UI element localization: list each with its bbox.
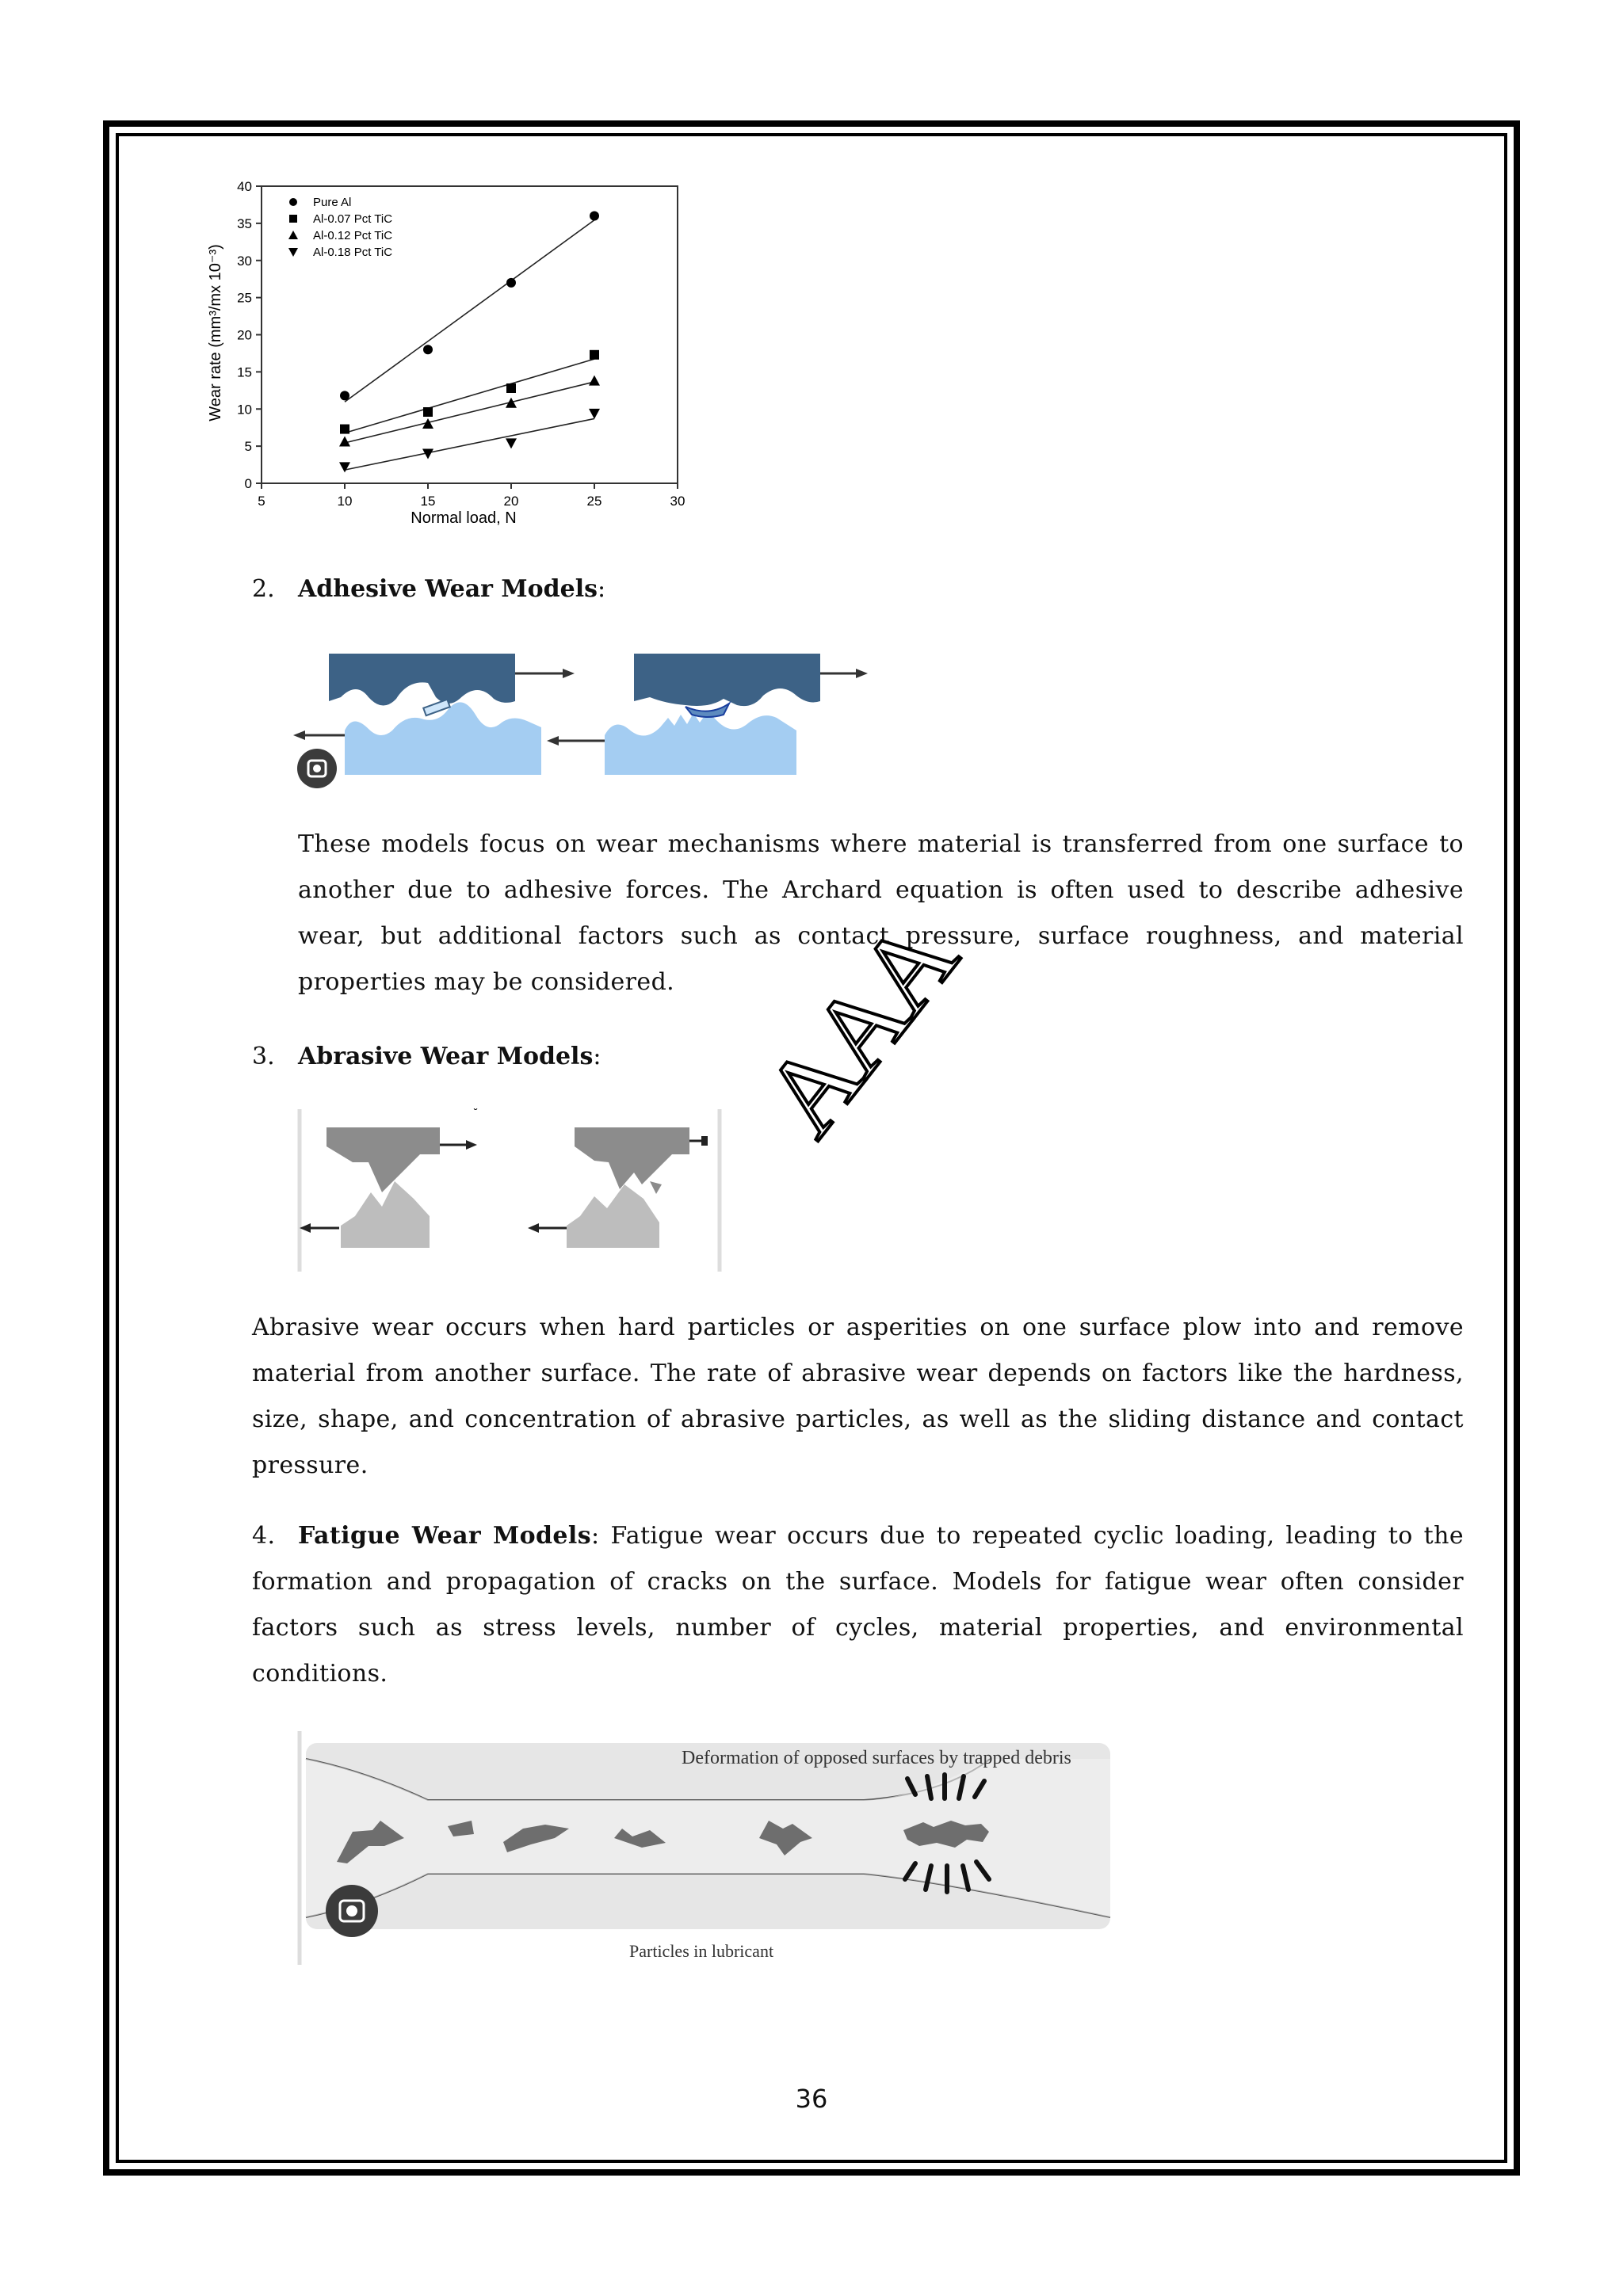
debris-figure [293, 1727, 1117, 1973]
heading-suffix: : [598, 575, 606, 603]
page-number: 36 [795, 2084, 828, 2114]
arrowhead [856, 669, 868, 678]
adhesive-lower-block-left [345, 702, 541, 775]
abrasive-wear-figure [293, 1105, 737, 1276]
heading-title: Adhesive Wear Models [298, 575, 598, 603]
x-tick-label: 15 [420, 494, 436, 509]
adhesive-upper-block-left [329, 654, 515, 706]
y-tick-label: 25 [237, 290, 252, 306]
data-point [506, 438, 517, 448]
legend-marker [289, 198, 297, 206]
legend-marker [289, 215, 297, 223]
data-point [589, 376, 600, 386]
y-tick-label: 20 [237, 327, 252, 343]
legend-label: Al-0.07 Pct TiC [313, 212, 393, 226]
fit-line [345, 382, 594, 443]
debris-caption-top: Deformation of opposed surfaces by trapped debris [682, 1748, 1071, 1768]
heading-adhesive [252, 566, 605, 612]
mark: ˘ [474, 1106, 478, 1119]
adhesive-paragraph: These models focus on wear mechanisms where material is transferred from one surface to another due to adhesive forces. The Archard equation is often used to describe adhesive wear, but additional factors such as contact pressure, surface roughness, and material properties may be considered. [298, 830, 1464, 996]
data-point [506, 278, 516, 288]
y-tick-label: 30 [237, 253, 252, 269]
arrowhead [701, 1136, 708, 1146]
x-tick-label: 10 [337, 494, 353, 509]
arrowhead [466, 1140, 477, 1150]
legend-marker [288, 248, 298, 257]
heading-number: 4. [252, 1522, 276, 1550]
adhesive-wear-figure [289, 642, 884, 800]
data-point [590, 212, 599, 221]
x-tick-label: 30 [670, 494, 685, 509]
wear-particle [650, 1181, 662, 1194]
data-point [423, 407, 433, 417]
data-point [339, 462, 350, 472]
adhesive-lower-block-right [605, 711, 796, 775]
lens-icon[interactable] [297, 749, 337, 788]
arrowhead [547, 736, 559, 746]
data-point [340, 425, 349, 434]
heading-title: Fatigue Wear Models [298, 1522, 591, 1550]
data-point [589, 409, 600, 419]
watermark: AAA [739, 899, 980, 1158]
arrowhead [563, 669, 575, 678]
y-tick-label: 40 [237, 179, 252, 194]
data-point [340, 391, 349, 400]
data-point [423, 345, 433, 354]
chart-y-label: Wear rate (mm³/mx 10⁻³) [207, 244, 224, 421]
legend-marker [288, 231, 298, 239]
fit-line [345, 359, 594, 433]
legend-label: Pure Al [313, 196, 352, 209]
arrowhead [293, 730, 305, 740]
y-tick-label: 0 [244, 476, 252, 491]
heading-number: 2. [252, 575, 275, 603]
wear-rate-chart [198, 174, 713, 539]
x-tick-label: 5 [258, 494, 265, 509]
abrasive-upper-block-right [575, 1127, 689, 1189]
fatigue-item [252, 1513, 1464, 1697]
abrasive-upper-block-left [327, 1127, 440, 1192]
legend-label: Al-0.12 Pct TiC [313, 229, 393, 242]
chart-x-label: Normal load, N [411, 509, 517, 527]
x-tick-label: 25 [586, 494, 602, 509]
data-point [506, 383, 516, 393]
y-tick-label: 15 [237, 364, 252, 380]
heading-suffix: : [593, 1043, 601, 1070]
abrasive-lower-block-left [341, 1181, 430, 1248]
y-tick-label: 35 [237, 215, 252, 231]
fatigue-text: Fatigue wear occurs due to repeated cyclic loading, leading to the formation and propagation of cracks on the surface. Models for fatigue wear often consider factors such as stress levels, number of cycles, material properties, and environmental conditions. [252, 1522, 1465, 1688]
adhesive-upper-block-right [634, 654, 820, 706]
legend-label: Al-0.18 Pct TiC [313, 246, 393, 259]
debris-caption-bottom: Particles in lubricant [629, 1941, 774, 1961]
abrasive-lower-block-right [567, 1184, 659, 1248]
heading-number: 3. [252, 1043, 275, 1070]
y-tick-label: 10 [237, 402, 252, 418]
heading-title: Abrasive Wear Models [298, 1043, 594, 1070]
x-tick-label: 20 [503, 494, 519, 509]
lens-icon[interactable] [326, 1885, 378, 1937]
arrowhead [528, 1223, 539, 1233]
heading-suffix: : [591, 1522, 600, 1550]
heading-abrasive [252, 1034, 601, 1080]
abrasive-paragraph: Abrasive wear occurs when hard particles or asperities on one surface plow into and remove material from another surface. The rate of abrasive wear depends on factors like the hardness, size, shape, and concentration of abrasive particles, as well as the sliding distance and contact pressure. [252, 1314, 1464, 1479]
data-point [590, 350, 599, 360]
y-tick-label: 5 [244, 439, 252, 455]
fit-line [345, 418, 594, 470]
